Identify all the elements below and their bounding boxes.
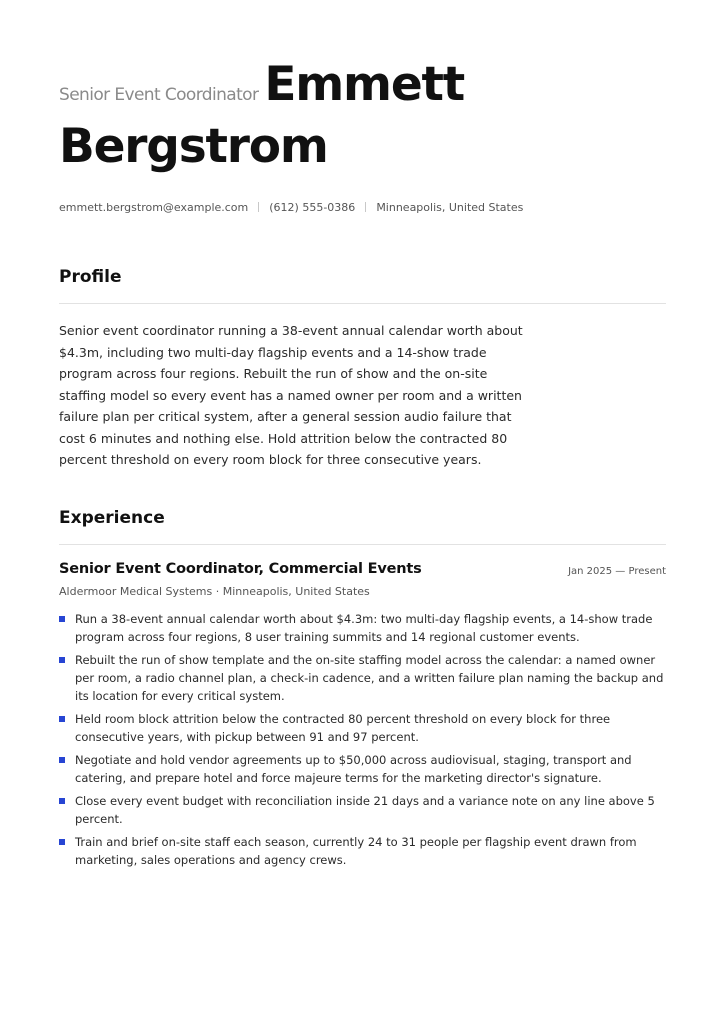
- job-title: Senior Event Coordinator, Commercial Events: [59, 561, 422, 577]
- first-name: Emmett: [264, 57, 465, 112]
- bullet-square-icon: [59, 657, 65, 663]
- contact-row: [59, 201, 523, 214]
- contact-divider: [258, 202, 259, 212]
- list-item: [59, 792, 669, 828]
- contact-divider: [365, 202, 366, 212]
- profile-text: Senior event coordinator running a 38-event annual calendar worth about $4.3m, including two multi-day flagship events and a 14-show trade program across four regions. Rebuilt the run of show and the on-site staffing model so every event has a named owner per room and a written failure plan per critical system, after a general session audio failure that cost 6 minutes and nothing else. Hold attrition below the contracted 80 percent threshold on every room block for three consecutive years.: [59, 323, 523, 467]
- list-item: [59, 833, 669, 869]
- profile-divider: [59, 303, 666, 304]
- bullet-text: Train and brief on-site staff each season, currently 24 to 31 people per flagship event drawn from marketing, sales operations and agency crews.: [75, 835, 637, 867]
- bullet-square-icon: [59, 757, 65, 763]
- bullet-square-icon: [59, 616, 65, 622]
- contact-phone: (612) 555-0386: [269, 201, 356, 214]
- bullet-square-icon: [59, 716, 65, 722]
- list-item: [59, 651, 669, 705]
- bullet-square-icon: [59, 798, 65, 804]
- list-item: [59, 751, 669, 787]
- bullet-text: Rebuilt the run of show template and the on-site staffing model across the calendar: a named owner per room, a radio channel plan, a check-in cadence, and a written failure plan naming the backup and its location for every critical system.: [75, 653, 664, 703]
- bullet-text: Negotiate and hold vendor agreements up to $50,000 across audiovisual, staging, transport and catering, and prepare hotel and force majeure terms for the marketing director's signature.: [75, 753, 632, 785]
- job-company: Aldermoor Medical Systems · Minneapolis, United States: [59, 585, 370, 598]
- list-item: [59, 610, 669, 646]
- last-name: Bergstrom: [59, 119, 328, 174]
- resume-header: [59, 58, 679, 173]
- profile-heading: Profile: [59, 267, 122, 287]
- contact-location: Minneapolis, United States: [376, 201, 524, 214]
- bullet-square-icon: [59, 839, 65, 845]
- list-item: [59, 710, 669, 746]
- experience-divider: [59, 544, 666, 545]
- bullet-text: Close every event budget with reconciliation inside 21 days and a variance note on any line above 5 percent.: [75, 794, 655, 826]
- contact-email: emmett.bergstrom@example.com: [59, 201, 249, 214]
- name-line: [59, 58, 679, 173]
- experience-heading: Experience: [59, 508, 165, 528]
- job-dates: Jan 2025 — Present: [568, 566, 666, 577]
- bullet-text: Run a 38-event annual calendar worth about $4.3m: two multi-day flagship events, a 14-show trade program across four regions, 8 user training summits and 14 regional customer events.: [75, 612, 653, 644]
- job-subtitle: Senior Event Coordinator: [59, 85, 259, 105]
- job-bullets: [59, 610, 669, 874]
- bullet-text: Held room block attrition below the contracted 80 percent threshold on every block for three consecutive years, with pickup between 91 and 97 percent.: [75, 712, 611, 744]
